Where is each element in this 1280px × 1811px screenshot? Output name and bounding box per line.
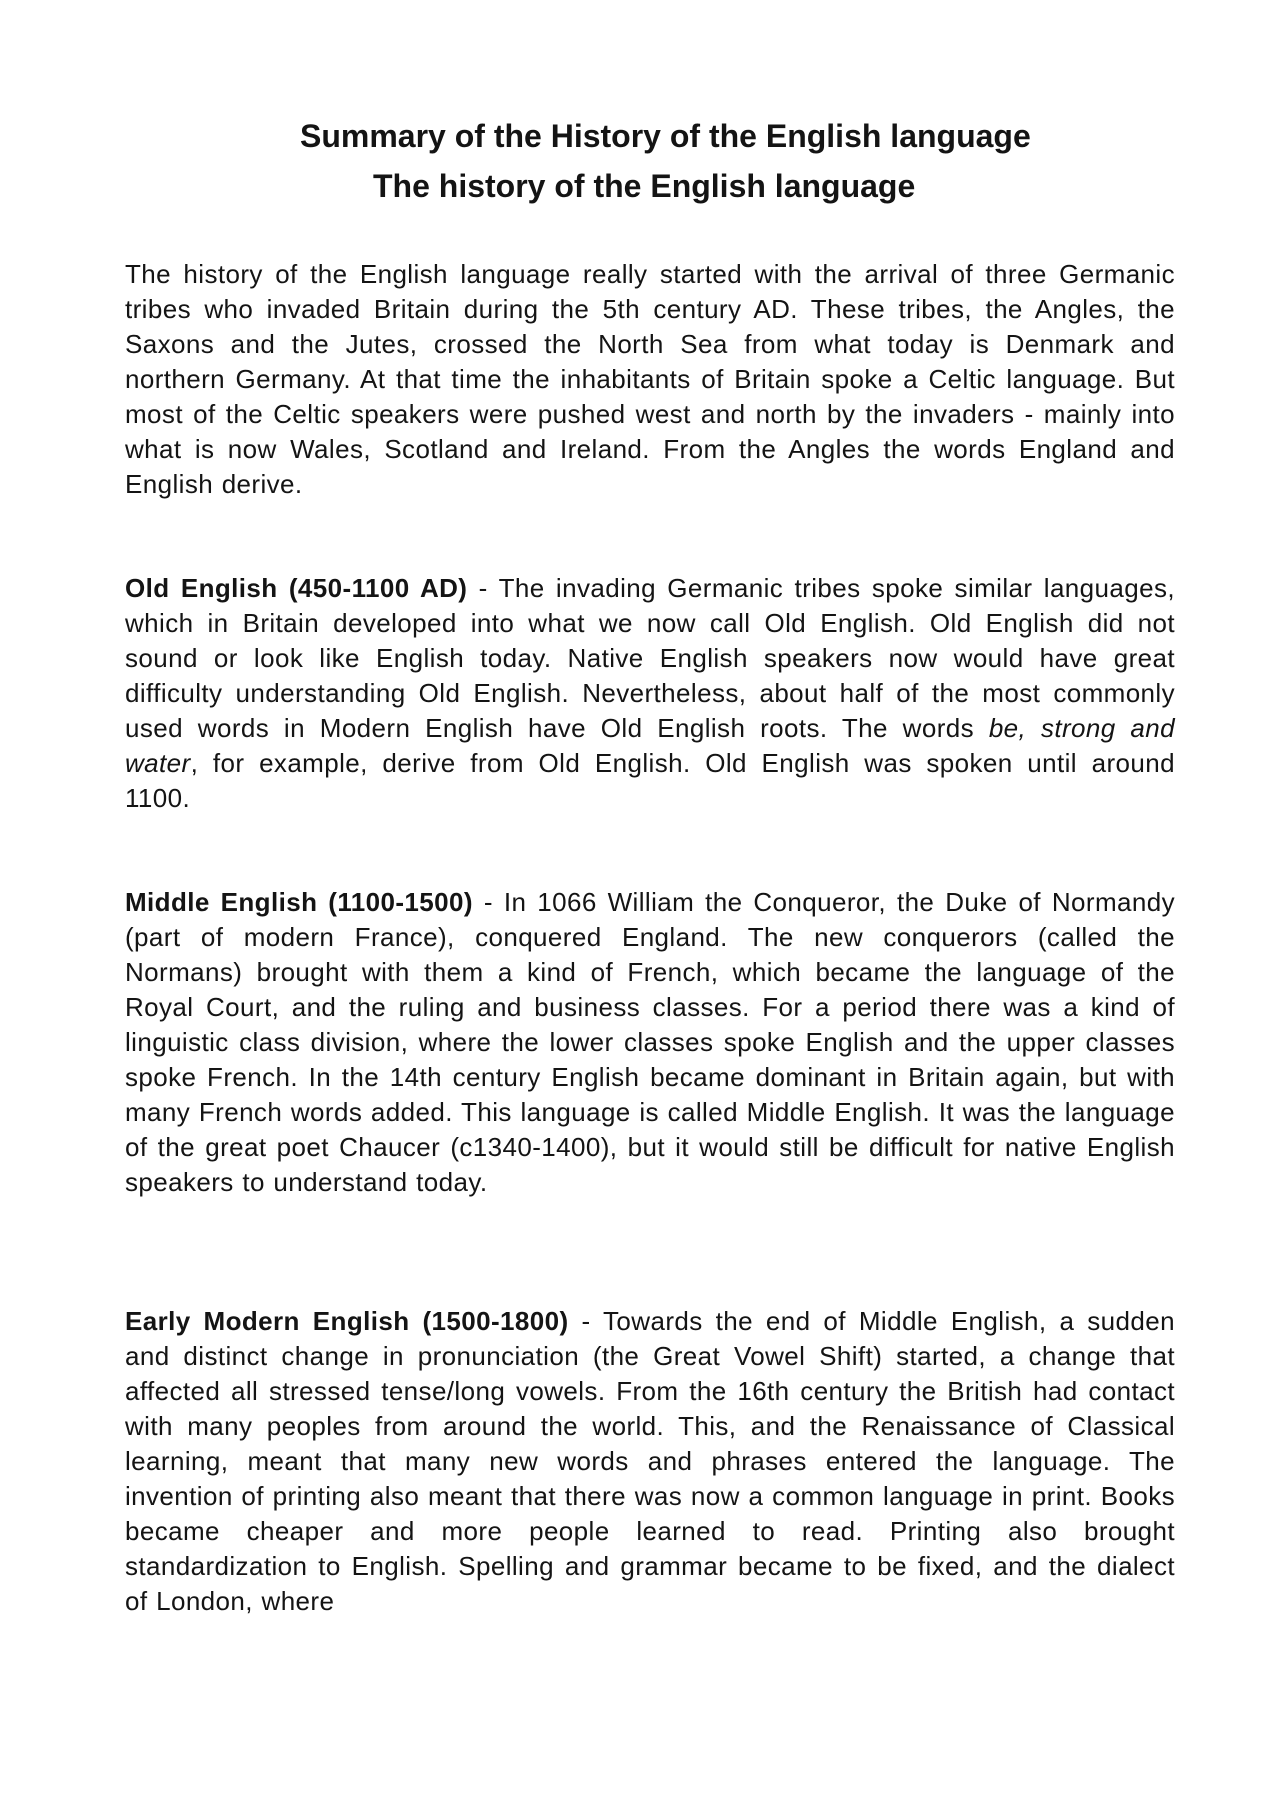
old-english-text-end: , for example, derive from Old English. Old English was spoken until around 1100.	[125, 748, 1175, 813]
old-english-text-start: - The invading Germanic tribes spoke similar languages, which in Britain developed into what we now call Old English. Old English did not sound or look like English today. Native English speakers now would have great difficulty understanding Old English. Nevertheless, about half of the most commonly used words in Modern English have Old English roots. The words	[125, 573, 1175, 743]
early-modern-english-text: - Towards the end of Middle English, a sudden and distinct change in pronunciation (the Great Vowel Shift) started, a change that affected all stressed tense/long vowels. From the 16th century the British had contact with many peoples from around the world. This, and the Renaissance of Classical learning, meant that many new words and phrases entered the language. The invention of printing also meant that there was now a common language in print. Books became cheaper and more people learned to read. Printing also brought standardization to English. Spelling and grammar became to be fixed, and the dialect of London, where	[125, 1306, 1175, 1616]
intro-paragraph: The history of the English language really started with the arrival of three Germanic tribes who invaded Britain during the 5th century AD. These tribes, the Angles, the Saxons and the Jutes, crossed the North Sea from what today is Denmark and northern Germany. At that time the inhabitants of Britain spoke a Celtic language. But most of the Celtic speakers were pushed west and north by the invaders - mainly into what is now Wales, Scotland and Ireland. From the Angles the words England and English derive.	[125, 259, 1175, 499]
middle-english-text: - In 1066 William the Conqueror, the Duke of Normandy (part of modern France), conquered England. The new conquerors (called the Normans) brought with them a kind of French, which became the language of the Royal Court, and the ruling and business classes. For a period there was a kind of linguistic class division, where the lower classes spoke English and the upper classes spoke French. In the 14th century English became dominant in Britain again, but with many French words added. This language is called Middle English. It was the language of the great poet Chaucer (c1340-1400), but it would still be difficult for native English speakers to understand today.	[125, 887, 1175, 1197]
page-title: Summary of the History of the English language	[300, 118, 1031, 154]
old-english-paragraph	[125, 571, 1175, 816]
middle-english-heading: Middle English (1100-1500)	[125, 887, 473, 917]
early-modern-english-heading: Early Modern English (1500-1800)	[125, 1306, 569, 1336]
old-english-example-words: be, strong and water	[125, 713, 1175, 778]
middle-english-paragraph	[125, 885, 1175, 1200]
early-modern-english-paragraph	[125, 1304, 1175, 1619]
old-english-heading: Old English (450-1100 AD)	[125, 573, 468, 603]
page-subtitle: The history of the English language	[373, 168, 916, 204]
